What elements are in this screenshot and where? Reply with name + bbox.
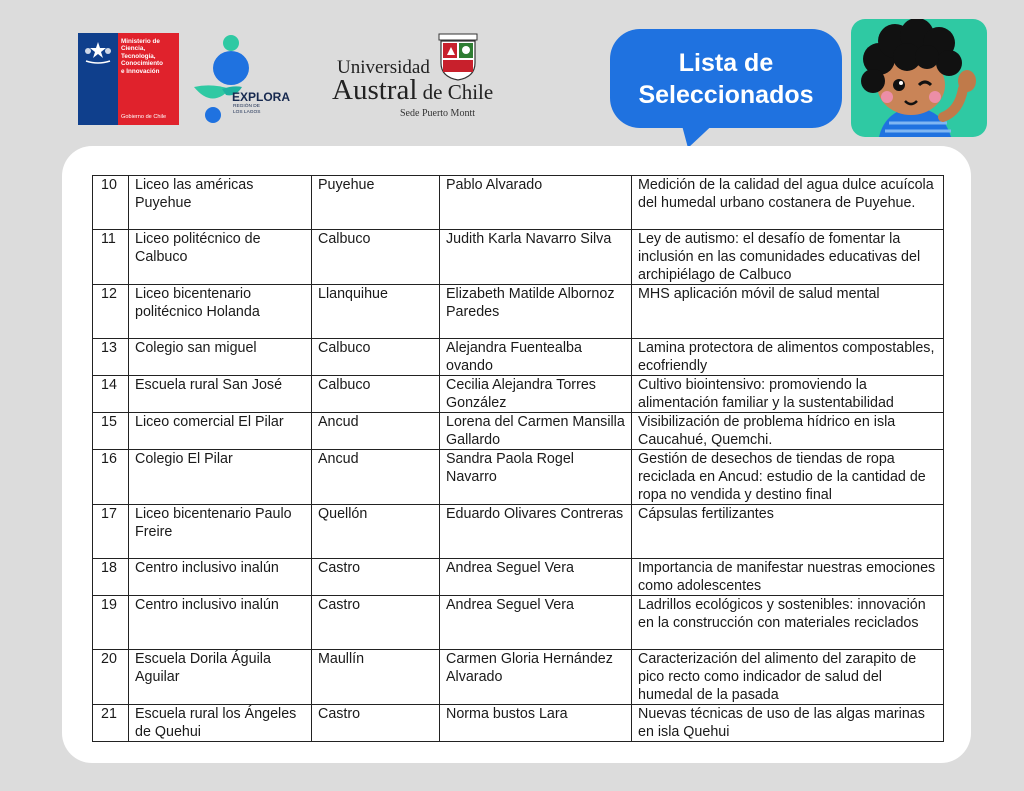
table-row [93, 505, 944, 559]
ministerio-line: e Innovación [121, 67, 160, 75]
uach-austral: Austral [332, 74, 418, 106]
cell-school: Escuela rural San José [129, 376, 312, 413]
cell-school: Centro inclusivo inalún [129, 596, 312, 650]
cell-num: 17 [93, 505, 129, 559]
cell-num: 15 [93, 413, 129, 450]
table-row [93, 339, 944, 376]
cell-school: Liceo las américas Puyehue [129, 176, 312, 230]
child-waving-icon [851, 19, 987, 137]
cell-project: Lamina protectora de alimentos compostables, ecofriendly [632, 339, 944, 376]
uach-sede: Sede Puerto Montt [400, 108, 475, 119]
table-row [93, 559, 944, 596]
cell-teacher: Andrea Seguel Vera [440, 596, 632, 650]
cell-project: Ladrillos ecológicos y sostenibles: innovación en la construcción con materiales reciclados [632, 596, 944, 650]
cell-project: Importancia de manifestar nuestras emociones como adolescentes [632, 559, 944, 596]
cell-teacher: Norma bustos Lara [440, 705, 632, 742]
cell-commune: Castro [312, 596, 440, 650]
cell-teacher: Pablo Alvarado [440, 176, 632, 230]
title-line2: Seleccionados [638, 80, 814, 109]
cell-num: 19 [93, 596, 129, 650]
explora-region-line2: LOS LAGOS [233, 110, 261, 115]
cell-commune: Calbuco [312, 339, 440, 376]
cell-commune: Puyehue [312, 176, 440, 230]
cell-teacher: Sandra Paola Rogel Navarro [440, 450, 632, 505]
cell-teacher: Cecilia Alejandra Torres González [440, 376, 632, 413]
cell-project: Gestión de desechos de tiendas de ropa reciclada en Ancud: estudio de la cantidad de ropa no vendida y destino final [632, 450, 944, 505]
chile-crest-icon [83, 39, 113, 65]
gobierno-label: Gobierno de Chile [121, 113, 167, 120]
cell-commune: Calbuco [312, 230, 440, 285]
cell-num: 10 [93, 176, 129, 230]
cell-teacher: Carmen Gloria Hernández Alvarado [440, 650, 632, 705]
cell-commune: Castro [312, 705, 440, 742]
ministerio-blue-panel [78, 33, 118, 125]
table-row [93, 596, 944, 650]
cell-commune: Ancud [312, 450, 440, 505]
cell-school: Colegio san miguel [129, 339, 312, 376]
cell-school: Colegio El Pilar [129, 450, 312, 505]
cell-commune: Llanquihue [312, 285, 440, 339]
ministerio-line: Ciencia, [121, 45, 146, 53]
explora-name: EXPLORA [232, 90, 291, 104]
table-row [93, 450, 944, 505]
table-row [93, 285, 944, 339]
table-row [93, 705, 944, 742]
cell-project: Visibilización de problema hídrico en isla Caucahué, Quemchi. [632, 413, 944, 450]
ministerio-line: Conocimiento [121, 60, 163, 68]
cell-commune: Castro [312, 559, 440, 596]
explora-region-line1: REGIÓN DE [233, 104, 260, 109]
cell-commune: Ancud [312, 413, 440, 450]
explora-logo [194, 33, 304, 125]
cell-project: Cápsulas fertilizantes [632, 505, 944, 559]
cell-project: MHS aplicación móvil de salud mental [632, 285, 944, 339]
cell-project: Cultivo biointensivo: promoviendo la alimentación familiar y la sustentabilidad [632, 376, 944, 413]
cell-commune: Quellón [312, 505, 440, 559]
uach-line2 [332, 74, 493, 107]
child-avatar [851, 19, 987, 137]
cell-num: 11 [93, 230, 129, 285]
title-bubble [610, 29, 842, 128]
cell-project: Ley de autismo: el desafío de fomentar la inclusión en las comunidades educativas del archipiélago de Calbuco [632, 230, 944, 285]
cell-school: Centro inclusivo inalún [129, 559, 312, 596]
uach-de-chile: de Chile [417, 80, 494, 104]
table-body [93, 176, 944, 742]
table-row [93, 650, 944, 705]
table-row [93, 413, 944, 450]
cell-num: 14 [93, 376, 129, 413]
ministerio-red-panel [118, 33, 179, 125]
table-row [93, 230, 944, 285]
explora-region [233, 104, 260, 116]
cell-teacher: Andrea Seguel Vera [440, 559, 632, 596]
cell-num: 18 [93, 559, 129, 596]
title-line1: Lista de [678, 48, 774, 77]
uach-logo [330, 33, 494, 125]
table-row [93, 176, 944, 230]
cell-school: Escuela Dorila Águila Aguilar [129, 650, 312, 705]
cell-commune: Calbuco [312, 376, 440, 413]
cell-school: Liceo bicentenario Paulo Freire [129, 505, 312, 559]
cell-commune: Maullín [312, 650, 440, 705]
ministerio-line: Tecnología, [121, 52, 156, 60]
cell-teacher: Judith Karla Navarro Silva [440, 230, 632, 285]
cell-num: 20 [93, 650, 129, 705]
cell-num: 16 [93, 450, 129, 505]
cell-teacher: Alejandra Fuentealba ovando [440, 339, 632, 376]
cell-school: Liceo bicentenario politécnico Holanda [129, 285, 312, 339]
cell-teacher: Eduardo Olivares Contreras [440, 505, 632, 559]
ministerio-logo [78, 33, 179, 125]
cell-teacher: Lorena del Carmen Mansilla Gallardo [440, 413, 632, 450]
cell-school: Liceo comercial El Pilar [129, 413, 312, 450]
cell-project: Nuevas técnicas de uso de las algas marinas en isla Quehui [632, 705, 944, 742]
cell-school: Escuela rural los Ángeles de Quehui [129, 705, 312, 742]
cell-project: Medición de la calidad del agua dulce acuícola del humedal urbano costanera de Puyehue. [632, 176, 944, 230]
cell-school: Liceo politécnico de Calbuco [129, 230, 312, 285]
cell-project: Caracterización del alimento del zarapito de pico recto como indicador de salud del humedal de la pasada [632, 650, 944, 705]
uach-line1: Universidad [337, 57, 430, 78]
ministerio-line: Ministerio de [121, 38, 160, 45]
cell-num: 13 [93, 339, 129, 376]
selected-projects-table [92, 175, 944, 742]
cell-num: 21 [93, 705, 129, 742]
cell-num: 12 [93, 285, 129, 339]
cell-teacher: Elizabeth Matilde Albornoz Paredes [440, 285, 632, 339]
table-row [93, 376, 944, 413]
